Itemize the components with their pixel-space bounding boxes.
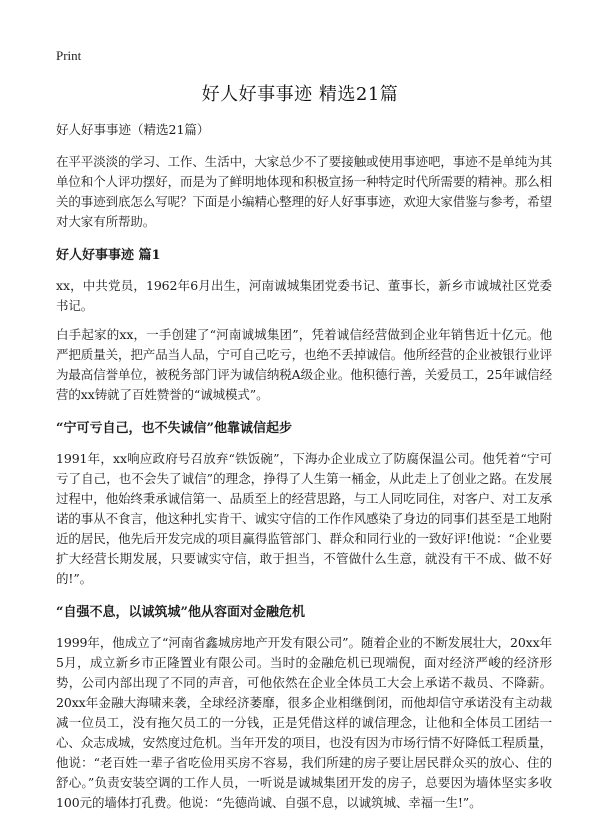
- paragraph: 1999年，他成立了“河南省鑫城房地产开发有限公司”。随着企业的不断发展壮大，20xx年5月，成立新乡市正隆置业有限公司。当时的金融危机已现端倪，面对经济严峻的经济形势，公司内部出现了不同的声音，可他依然在企业全体员工大会上承诺不裁员、不降薪。20xx年金融大海啸来袭，全球经济萎靡，很多企业相继倒闭，而他却信守承诺没有主动裁减一位员工，没有拖欠员工的一分钱，正是凭借这样的诚信理念，让他和全体员工团结一心、众志成城，安然度过危机。当年开发的项目，也没有因为市场行情不好降低工程质量，他说：“老百姓一辈子省吃俭用买房不容易，我们所建的房子要让居民群众买的放心、住的舒心。”负责安装空调的工作人员，一听说是诚城集团开发的房子，总要因为墙体坚实多收100元的墙体打孔费。他说：“先德尚诚、自强不息，以诚筑城、幸福一生!”。: [56, 635, 553, 810]
- paragraph: 白手起家的xx，一手创建了“河南诚城集团”，凭着诚信经营做到企业年销售近十亿元。他严把质量关，把产品当人品，宁可自己吃亏，也绝不丢掉诚信。他所经营的企业被银行业评为最高信誉单位，被税务部门评为诚信纳税A级企业。他积德行善，关爱员工，25年诚信经营的xx铸就了百姓赞誉的“诚城模式”。: [56, 327, 553, 402]
- paragraph: 1991年，xx响应政府号召放弃“铁饭碗”，下海办企业成立了防腐保温公司。他凭着“宁可亏了自己，也不会失了诚信”的理念，挣得了人生第一桶金，从此走上了创业之路。在发展过程中，他始终秉承诚信第一、品质至上的经营思路，与工人同吃同住，对客户、对工友承诺的事从不食言，他这种扎实肯干、诚实守信的工作作风感染了身边的同事们甚至是工地附近的居民，他先后开发完成的项目赢得监管部门、群众和同行业的一致好评!他说：“企业要扩大经营长期发展，只要诚实守信，敢于担当，不管做什么生意，就没有干不成、做不好的!”。: [56, 451, 553, 586]
- page-title: 好人好事事迹 精选21篇: [201, 84, 399, 105]
- document-subtitle: 好人好事事迹（精选21篇）: [56, 122, 210, 137]
- subheading: “自强不息，以诚筑城”他从容面对金融危机: [56, 605, 305, 620]
- paragraph: xx，中共党员，1962年6月出生，河南诚城集团党委书记、董事长，新乡市诚城社区党委书记。: [56, 278, 552, 313]
- section-heading: 好人好事事迹 篇1: [56, 248, 161, 263]
- print-label[interactable]: Print: [56, 48, 82, 63]
- intro-paragraph: 在平平淡淡的学习、工作、生活中，大家总少不了要接触或使用事迹吧，事迹不是单纯为其单位和个人评功摆好，而是为了鲜明地体现和积极宣扬一种特定时代所需要的精神。那么相关的事迹到底怎么写呢？下面是小编精心整理的好人好事事迹，欢迎大家借鉴与参考，希望对大家有所帮助。: [56, 154, 553, 229]
- document-body: [56, 120, 552, 822]
- subheading: “宁可亏自己，也不失诚信”他靠诚信起步: [56, 421, 292, 436]
